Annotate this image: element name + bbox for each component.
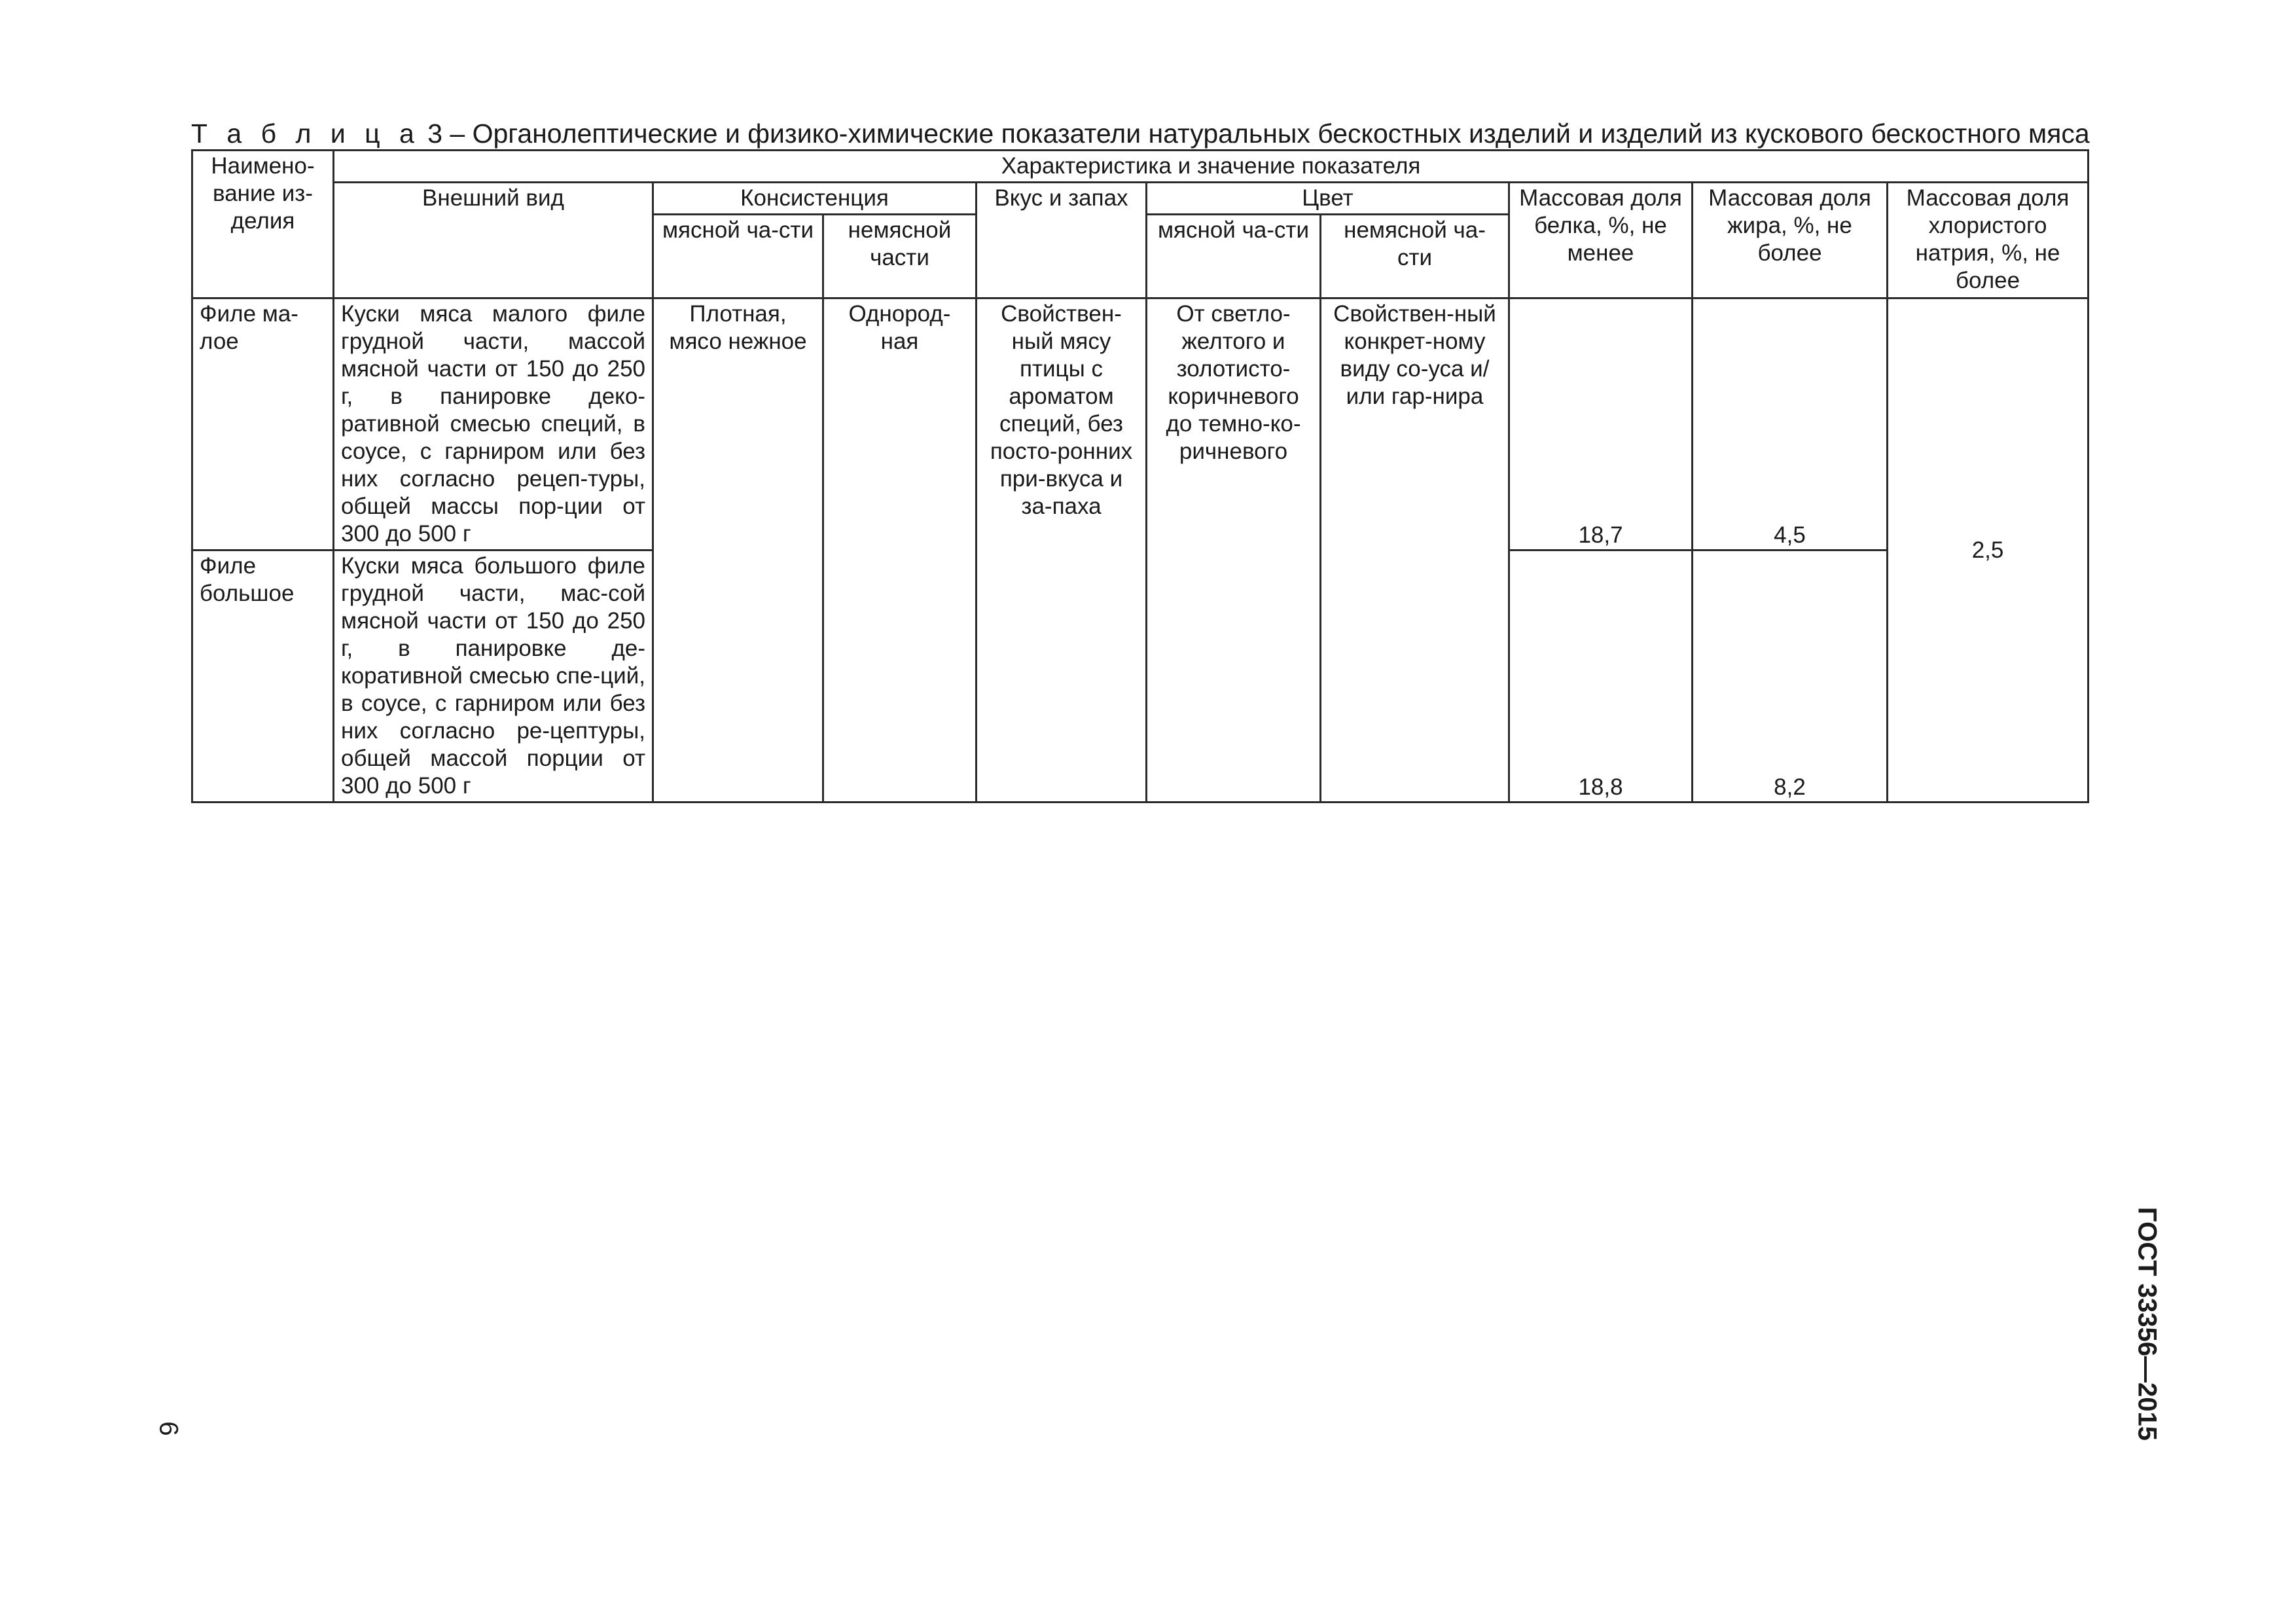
header-color-meat: мясной ча-сти [1147, 215, 1321, 298]
header-taste-smell: Вкус и запах [977, 183, 1147, 298]
header-appearance: Внешний вид [334, 183, 653, 298]
header-color-nonmeat: немясной ча-сти [1321, 215, 1509, 298]
salt-cell: 2,5 [1888, 298, 2089, 803]
header-row-2 [192, 183, 2089, 215]
consistency-meat-cell: Плотная, мясо нежное [653, 298, 823, 803]
header-color: Цвет [1147, 183, 1509, 215]
header-characteristics-group: Характеристика и значение показателя [334, 151, 2089, 183]
header-consistency: Консистенция [653, 183, 977, 215]
fat-cell: 4,5 [1693, 298, 1888, 550]
header-protein: Массовая доля белка, %, не менее [1509, 183, 1693, 298]
header-product-name: Наимено-вание из-делия [192, 151, 334, 298]
appearance-cell: Куски мяса малого филе грудной части, массой мясной части от 150 до 250 г, в панировке деко-ративной смесью специй, в соусе, с гарниром или без них согласно рецеп-туры, общей массы пор-ции от 300 до 500 г [334, 298, 653, 550]
product-name-cell: Филе ма-лое [192, 298, 334, 550]
header-consistency-nonmeat: немясной части [823, 215, 977, 298]
standard-code: ГОСТ 33356—2015 [2132, 1207, 2162, 1441]
indicators-table [191, 149, 2089, 803]
color-nonmeat-cell: Свойствен-ный конкрет-ному виду со-уса и/или гар-нира [1321, 298, 1509, 803]
color-meat-cell: От светло-желтого и золотисто-коричневого до темно-ко-ричневого [1147, 298, 1321, 803]
fat-cell: 8,2 [1693, 550, 1888, 803]
table-row [192, 298, 2089, 550]
header-salt: Массовая доля хлористого натрия, %, не более [1888, 183, 2089, 298]
taste-smell-cell: Свойствен-ный мясу птицы с ароматом специй, без посто-ронних при-вкуса и за-паха [977, 298, 1147, 803]
product-name-cell: Филе большое [192, 550, 334, 803]
header-consistency-meat: мясной ча-сти [653, 215, 823, 298]
consistency-nonmeat-cell: Однород-ная [823, 298, 977, 803]
table-caption-text: 3 – Органолептические и физико-химические показатели натуральных бескостных изделий и изделий из кускового бескостного мяса [420, 118, 2090, 149]
header-row-1 [192, 151, 2089, 183]
page-number: 6 [154, 1421, 183, 1436]
table-caption [191, 117, 2090, 151]
header-fat: Массовая доля жира, %, не более [1693, 183, 1888, 298]
table-caption-prefix: Т а б л и ц а [191, 118, 420, 149]
protein-cell: 18,8 [1509, 550, 1693, 803]
appearance-cell: Куски мяса большого филе грудной части, мас-сой мясной части от 150 до 250 г, в панировке де-коративной смесью спе-ций, в соусе, с гарниром или без них согласно ре-цептуры, общей массой порции от 300 до 500 г [334, 550, 653, 803]
protein-cell: 18,7 [1509, 298, 1693, 550]
